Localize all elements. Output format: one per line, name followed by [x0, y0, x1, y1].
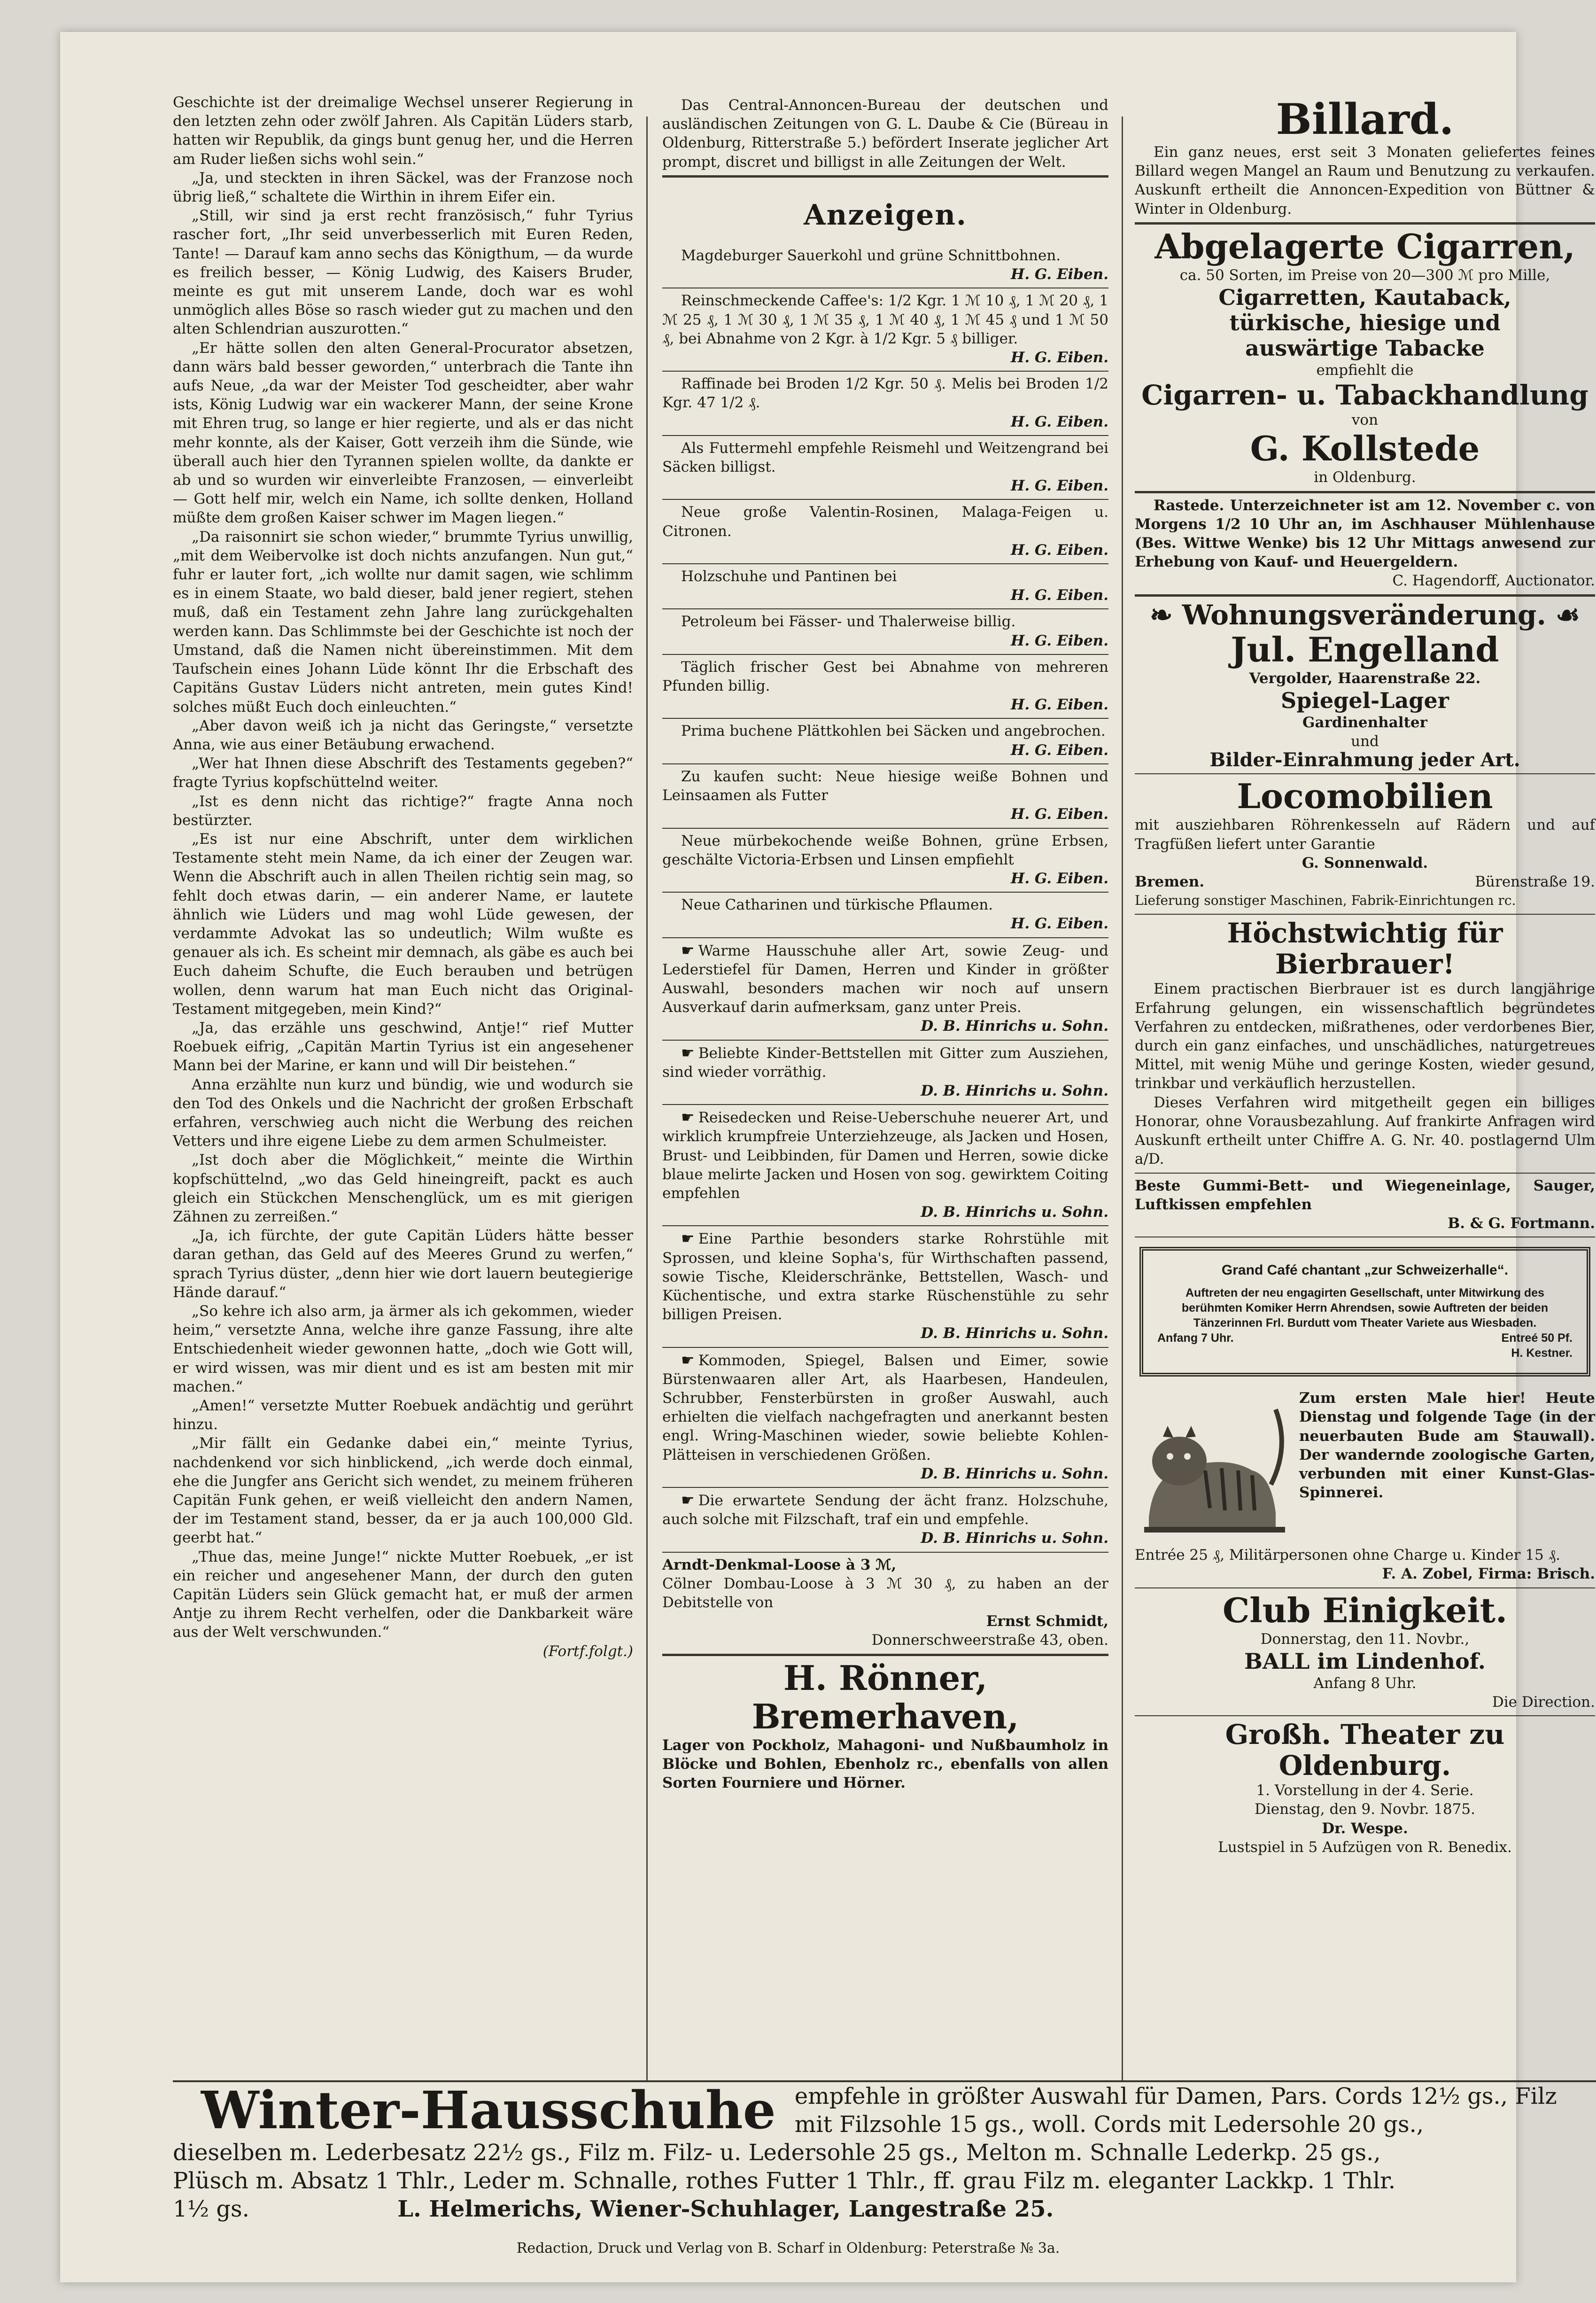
ad-text: [662, 658, 1108, 695]
ad-text: [662, 503, 1108, 540]
cafe-time: Anfang 7 Uhr.: [1157, 1331, 1234, 1345]
classified-ad: [662, 1105, 1108, 1226]
ad-body: Neue Catharinen und türkische Pflaumen.: [681, 896, 993, 914]
ad-signature: H. G. Eiben.: [1011, 915, 1108, 933]
cafe-title: Grand Café chantant „zur Schweizerhalle“.: [1221, 1262, 1509, 1278]
sonnenwald-city: Bremen.: [1135, 873, 1205, 891]
sonnenwald-address: [1135, 872, 1595, 891]
ad-text: [662, 1043, 1108, 1081]
classified-ad: [662, 1226, 1108, 1347]
ad-signature: D. B. Hinrichs u. Sohn.: [921, 1204, 1108, 1221]
ad-text: [662, 1229, 1108, 1324]
ad-text: [662, 1351, 1108, 1464]
theater-line: Lustspiel in 5 Aufzügen von R. Benedix.: [1218, 1838, 1512, 1856]
billard-text: Ein ganz neues, erst seit 3 Monaten geliefertes feines Billard wegen Mangel an Raum und Benutzung zu verkaufen. Auskunft ertheilt die Annoncen-Expedition von Büttner & Winter in Oldenburg.: [1135, 144, 1595, 218]
ad-body: Kommoden, Spiegel, Balsen und Eimer, sowie Bürstenwaaren aller Art, als Haarbesen, Handeulen, Schrubber, Fensterbürsten in großer Auswahl, auch erhielten die vielfach nachgefragten und anerkannt besten engl. Wring-Maschinen wieder, sowie beliebte Kohlen-Plätteisen in verschiedenen Größen.: [662, 1352, 1108, 1463]
classified-ad: [662, 655, 1108, 719]
ad-text: [662, 567, 1108, 586]
lottery-line: Arndt-Denkmal-Loose à 3 ℳ,: [662, 1556, 897, 1573]
locomobilien-text: mit ausziehbaren Röhrenkesseln auf Rädern und auf Tragfüßen liefert unter Garantie: [1135, 817, 1595, 853]
story-paragraph: „Ja, und steckten in ihren Säckel, was der Franzose noch übrig ließ,“ schaltete die Wirthin in ihrem Eifer ein.: [173, 169, 633, 206]
ad-body: Neue mürbekochende weiße Bohnen, grüne Erbsen, geschälte Victoria-Erbsen und Linsen empfiehlt: [662, 832, 1108, 868]
classified-ad: [662, 564, 1108, 609]
ads-column-middle: [662, 93, 1108, 2076]
bierbrauer-text: Dieses Verfahren wird mitgetheilt gegen ein billiges Honorar, ohne Vorausbezahlung. Auf frankirte Anfragen wird Auskunft ertheilt unter Chiffre A. G. Nr. 40. postlagernd Ulm a/D.: [1135, 1094, 1595, 1168]
ad-signature: H. G. Eiben.: [1011, 696, 1108, 714]
pointing-hand-icon: ☛: [681, 1108, 695, 1127]
engelland-name: Jul. Engelland: [1231, 629, 1499, 669]
engelland-line: Gardinenhalter: [1302, 714, 1427, 731]
hausschuhe-line: [173, 2195, 1596, 2223]
hinrichs-ads: [662, 938, 1108, 1553]
ad-signature: H. G. Eiben.: [1011, 413, 1108, 430]
helmerichs-name: L. Helmerichs, Wiener-Schuhlager, Langestraße 25.: [397, 2196, 1054, 2222]
ad-signature: H. G. Eiben.: [1011, 477, 1108, 495]
pointing-hand-icon: ☛: [681, 1229, 695, 1248]
engelland-line: Spiegel-Lager: [1281, 687, 1449, 713]
sonnenwald-name: G. Sonnenwald.: [1302, 854, 1428, 871]
classified-ad: [662, 288, 1108, 372]
lottery-seller: Ernst Schmidt,: [986, 1613, 1108, 1630]
club-ball: BALL im Lindenhof.: [1244, 1648, 1486, 1674]
club-date: Donnerstag, den 11. Novbr.,: [1260, 1630, 1470, 1648]
roenner-text: Lager von Pockholz, Mahagoni- und Nußbaumholz in Blöcke und Bohlen, Ebenholz rc., ebenfalls von allen Sorten Fourniere und Hörner.: [662, 1736, 1108, 1792]
story-paragraph: „Amen!“ versetzte Mutter Roebuek andächtig und gerührt hinzu.: [173, 1397, 633, 1433]
ad-text: [662, 246, 1108, 265]
story-paragraph: „Still, wir sind ja erst recht französisch,“ fuhr Tyrius rascher fort, „Ihr seid unverbesserlich mit Euren Reden, Tante! — Darauf kam anno sechs das Königthum, — da wurde es freilich besser, — König Ludwig, des Kaisers Bruder, meinte es gut mit unserem Lande, doch war es wohl unmöglich alles Böse so rasch wieder gut zu machen und den alten Schlendrian auszurotten.“: [173, 207, 633, 338]
hausschuhe-title: Winter-Hausschuhe: [201, 2080, 776, 2140]
ad-body: Prima buchene Plättkohlen bei Säcken und angebrochen.: [681, 723, 1106, 740]
club-ad: [1135, 1588, 1595, 1717]
story-paragraph: „Aber davon weiß ich ja nicht das Geringste,“ versetzte Anna, wie aus einer Betäubung erwachend.: [173, 717, 633, 753]
ad-body: Beliebte Kinder-Bettstellen mit Gitter zum Ausziehen, sind wieder vorräthig.: [662, 1044, 1108, 1081]
ad-body: Raffinade bei Broden 1/2 Kgr. 50 ₰. Melis bei Broden 1/2 Kgr. 47 1/2 ₰.: [662, 375, 1108, 412]
ad-signature: H. G. Eiben.: [1011, 632, 1108, 649]
ad-signature: H. G. Eiben.: [1011, 806, 1108, 823]
ad-signature: H. G. Eiben.: [1011, 266, 1108, 283]
classified-ad: [662, 893, 1108, 938]
engelland-ad: [1135, 597, 1595, 775]
classified-ad: [662, 436, 1108, 500]
story-paragraph: „Mir fällt ein Gedanke dabei ein,“ meinte Tyrius, nachdenkend vor sich hinblickend, „ich werde doch einmal, ehe die Jungfer ans Gericht sich wendet, zu meinem früheren Capitän Funk gehen, er weiß vielleicht den andern Namen, der im Testament stand, besser, da er ja auch 100,000 Gld. geerbt hat.“: [173, 1435, 633, 1547]
ad-text: [662, 1108, 1108, 1203]
cigarren-title: Abgelagerte Cigarren,: [1154, 226, 1575, 266]
eiben-ads: [662, 243, 1108, 938]
cafe-owner: H. Kestner.: [1511, 1346, 1573, 1360]
fortmann-text: Beste Gummi-Bett- und Wiegeneinlage, Sauger, Luftkissen empfehlen: [1135, 1177, 1595, 1213]
theater-ad: [1135, 1716, 1595, 1860]
cafe-text: Auftreten der neu engagirten Gesellschaft, unter Mitwirkung des berühmten Komiker Herrn Ahrendsen, sowie Auftreten der beiden Tänzerinnen Frl. Burdutt vom Theater Variete aus Wiesbaden.: [1181, 1286, 1549, 1330]
club-signature: Die Direction.: [1492, 1693, 1595, 1711]
story-paragraph: „Es ist nur eine Abschrift, unter dem wirklichen Testamente steht mein Name, da ich einer der Zeugen war. Wenn die Abschrift auch in allen Theilen richtig sein mag, so fehlt doch etwas darin, — ein anderer Name, er lautete ähnlich wie Lüders und mag wohl Lüde gewesen, der verdammte Advokat las so undeutlich; Wilm wußte es genauer als ich. Es scheint mir demnach, als gäbe es auch bei Euch daheim Schufte, die Euch berauben und betrügen wollen, denn warum hat man Euch nicht das Original-Testament mitgegeben, mein Kind?“: [173, 830, 633, 1018]
hausschuhe-line: empfehle in größter Auswahl für Damen, Pars. Cords 12½ gs., Filz mit Filzsohle 15 gs., woll. Cords mit Ledersohle 20 gs.,: [794, 2083, 1557, 2138]
hausschuhe-price: 1½ gs.: [173, 2196, 249, 2222]
kollstede-name: G. Kollstede: [1250, 428, 1480, 469]
classified-ad: [662, 719, 1108, 764]
ad-body: Täglich frischer Gest bei Abnahme von mehreren Pfunden billig.: [662, 658, 1108, 695]
classified-ad: [662, 500, 1108, 564]
classified-ad: [662, 829, 1108, 893]
billard-title: Billard.: [1276, 94, 1454, 144]
story-paragraph: Anna erzählte nun kurz und bündig, wie und wodurch sie den Tod des Onkels und die Nachricht der großen Erbschaft erfahren, verschwieg auch nicht die Werbung des reichen Vetters und ihre eigene Liebe zu dem armen Schulmeister.: [173, 1076, 633, 1150]
story-paragraph: „Ist doch aber die Möglichkeit,“ meinte die Wirthin kopfschüttelnd, „wo das Geld hineingreift, packt es auch gleich ein Stückchen Menschenglück, um es mit gierigen Zähnen zu zerreißen.“: [173, 1152, 633, 1225]
ad-signature: D. B. Hinrichs u. Sohn.: [921, 1530, 1108, 1547]
zoo-entree: Entrée 25 ₰, Militärpersonen ohne Charge u. Kinder 15 ₰.: [1135, 1547, 1560, 1564]
story-paragraph: „Wer hat Ihnen diese Abschrift des Testaments gegeben?“ fragte Tyrius kopfschüttelnd weiter.: [173, 755, 633, 791]
lottery-ad: [662, 1553, 1108, 1656]
ad-text: [662, 895, 1108, 914]
ad-signature: D. B. Hinrichs u. Sohn.: [921, 1325, 1108, 1342]
ads-column-right: [1135, 93, 1595, 2076]
engelland-line: Vergolder, Haarenstraße 22.: [1249, 669, 1481, 687]
ad-text: [662, 722, 1108, 740]
ad-body: Neue große Valentin-Rosinen, Malaga-Feigen u. Citronen.: [662, 504, 1108, 540]
column-divider: [646, 117, 648, 2080]
ad-signature: H. G. Eiben.: [1011, 541, 1108, 559]
ad-text: [662, 291, 1108, 348]
to-be-continued: (Fortf.folgt.): [542, 1642, 633, 1660]
lottery-line: Cölner Dombau-Loose à 3 ℳ 30 ₰, zu haben an der Debitstelle von: [662, 1575, 1108, 1611]
theater-title: Großh. Theater zu Oldenburg.: [1225, 1719, 1505, 1782]
story-column: [173, 93, 633, 2076]
cigarren-line: ca. 50 Sorten, im Preise von 20—300 ℳ pro Mille,: [1179, 266, 1550, 284]
ad-body: Die erwartete Sendung der ächt franz. Holzschuhe, auch solche mit Filzschaft, traf ein und empfehle.: [662, 1492, 1108, 1528]
classified-ad: [662, 764, 1108, 829]
auction-ad: [1135, 493, 1595, 597]
story-paragraph: „Ja, ich fürchte, der gute Capitän Lüders hätte besser daran gethan, das Geld auf des Meeres Grund zu werfen,“ sprach Tyrius düster, „denn hier wie dort lauern beutegierige Hände darauf.“: [173, 1227, 633, 1301]
moving-title: Wohnungsveränderung.: [1182, 599, 1546, 631]
ad-text: [662, 612, 1108, 631]
ad-body: Warme Hausschuhe aller Art, sowie Zeug- und Lederstiefel für Damen, Herren und Kinder in größter Auswahl, besonders machen wir noch auf unsern Ausverkauf darin aufmerksam, ganz unter Preis.: [662, 942, 1108, 1016]
story-paragraph: „So kehre ich also arm, ja ärmer als ich gekommen, wieder heim,“ versetzte Anna, welche ihre ganze Fassung, ihre alte Entschiedenheit wieder gewonnen hatte, „doch wie Gott will, er wird wissen, was mir dient und es ist am besten mit mir machen.“: [173, 1303, 633, 1395]
club-title: Club Einigkeit.: [1222, 1590, 1508, 1630]
bierbrauer-ad: [1135, 915, 1595, 1173]
hausschuhe-line: Plüsch m. Absatz 1 Thlr., Leder m. Schnalle, rothes Futter 1 Thlr., ff. grau Filz m. eleganter Lackkp. 1 Thlr.: [173, 2168, 1396, 2194]
locomobilien-title: Locomobilien: [1237, 776, 1493, 817]
roenner-ad: [662, 1656, 1108, 1797]
bierbrauer-text: Einem practischen Bierbrauer ist es durch langjährige Erfahrung gelungen, ein wissenschaftlich begründetes Verfahren zu entdecken, mißrathenes, oder verdorbenes Bier, durch ein ganz einfaches, und unschädliches, naturgetreues Mittel, mit wenig Mühe und geringe Kosten, wieder gesund, trinkbar und verkäuflich herzustellen.: [1135, 980, 1595, 1092]
ad-signature: H. G. Eiben.: [1011, 349, 1108, 366]
billard-ad: [1135, 93, 1595, 225]
auction-signature: C. Hagendorff, Auctionator.: [1392, 572, 1595, 590]
cigarren-line: Cigarren- u. Tabackhandlung: [1141, 379, 1588, 412]
pointing-hand-icon: ☛: [681, 1351, 695, 1369]
ad-body: Eine Parthie besonders starke Rohrstühle mit Sprossen, und kleine Sopha's, für Wirthschaften passend, sowie Tische, Kleiderschränke, Bettstellen, Wasch- und Küchentische, und extra starke Rüschenstühle zu sehr billigen Preisen.: [662, 1230, 1108, 1323]
ads-heading: Anzeigen.: [804, 198, 967, 232]
ad-body: Reinschmeckende Caffee's: 1/2 Kgr. 1 ℳ 10 ₰, 1 ℳ 20 ₰, 1 ℳ 25 ₰, 1 ℳ 30 ₰, 1 ℳ 35 ₰, 1 ℳ 40 ₰, 1 ℳ 45 ₰ und 1 ℳ 50 ₰, bei Abnahme von 2 Kgr. à 1/2 Kgr. 5 ₰ billiger.: [662, 292, 1108, 347]
newspaper-page: [60, 32, 1595, 2282]
story-paragraph: „Da raisonnirt sie schon wieder,“ brummte Tyrius unwillig, „mit dem Weibervolke ist doch nichts anzufangen. Nun gut,“ fuhr er lauter fort, „ich wollte nur damit sagen, wie schlimm es in einem Staate, wo bald dieser, bald jener regiert, stehen muß, daß ein Testament zehn Jahre lang zurückgehalten werden kann. Das Schlimmste bei der Geschichte ist noch der Umstand, daß die Namen nicht übereinstimmen. Mit dem Taufschein eines Johann Lüde könnt Ihr die Erbschaft des Capitäns Gustav Lüders nicht antreten, mein gutes Kind! solches müßt Euch doch einleuchten.“: [173, 528, 633, 716]
classified-ad: [662, 372, 1108, 436]
ad-signature: H. G. Eiben.: [1011, 741, 1108, 759]
zoo-ad: [1135, 1386, 1595, 1588]
ad-signature: D. B. Hinrichs u. Sohn.: [921, 1082, 1108, 1099]
ad-text: [662, 832, 1108, 869]
winter-hausschuhe-ad: [173, 2080, 1596, 2261]
classified-ad: [662, 1348, 1108, 1488]
pointing-hand-icon: ☛: [681, 1491, 695, 1509]
story-paragraph: „Ist es denn nicht das richtige?“ fragte Anna noch bestürzter.: [173, 793, 633, 829]
ad-signature: D. B. Hinrichs u. Sohn.: [921, 1465, 1108, 1482]
classified-ad: [662, 243, 1108, 288]
column-divider: [1122, 117, 1123, 2080]
zoo-text: Zum ersten Male hier! Heute Dienstag und folgende Tage (in der neuerbauten Bude am Stauwall). Der wandernde zoologische Garten, verbunden mit einer Kunst-Glas-Spinnerei.: [1299, 1390, 1595, 1502]
bierbrauer-title: Höchstwichtig für Bierbrauer!: [1227, 917, 1503, 980]
ad-text: [662, 767, 1108, 805]
cafe-footer: [1157, 1330, 1573, 1346]
zoo-signature: F. A. Zobel, Firma: Brisch.: [1382, 1565, 1595, 1583]
classified-ad: [662, 609, 1108, 654]
club-time: Anfang 8 Uhr.: [1313, 1674, 1417, 1692]
ad-body: Als Futtermehl empfehle Reismehl und Weitzengrand bei Säcken billigst.: [662, 439, 1108, 476]
ad-body: Zu kaufen sucht: Neue hiesige weiße Bohnen und Leinsaamen als Futter: [662, 768, 1108, 804]
story-paragraph: „Er hätte sollen den alten General-Procurator absetzen, dann wärs bald besser geworden,“ unterbrach die Tante ihn aufs Neue, „da war der Meister Tod gescheidter, aber wahr ists, König Ludwig war ein wackerer Mann, der seine Krone mit Ehren trug, so lange er hier regierte, und als er das nicht mehr konnte, als der Kaiser, Gott verzeih ihm die Sünde, wie überall auch hier den Tyrannen spielen wollte, da dankte er ab und so wurden wir einverleibte Franzosen, — einverleibt — Gott helf mir, welch ein Name, ich sollte denken, Holland müßte dem großen Kaiser schwer im Magen liegen.“: [173, 339, 633, 527]
hausschuhe-line: dieselben m. Lederbesatz 22½ gs., Filz m. Filz- u. Ledersohle 25 gs., Melton m. Schnalle Lederkp. 25 gs.,: [173, 2140, 1381, 2166]
imprint-footer: Redaction, Druck und Verlag von B. Scharf in Oldenburg: Peterstraße № 3a.: [516, 2240, 1060, 2256]
eagle-ornament-icon: ☙: [1556, 599, 1580, 631]
moving-notice-title: [1135, 599, 1595, 630]
classified-ad: [662, 938, 1108, 1041]
engelland-line: und: [1351, 733, 1379, 750]
cigarren-line: auswärtige Tabacke: [1245, 335, 1485, 361]
roenner-city: Bremerhaven,: [752, 1696, 1019, 1736]
theater-line: Dienstag, den 9. Novbr. 1875.: [1255, 1801, 1475, 1818]
roenner-name: H. Rönner,: [783, 1657, 988, 1698]
ad-body: Magdeburger Sauerkohl und grüne Schnittbohnen.: [681, 247, 1061, 265]
fortmann-signature: B. & G. Fortmann.: [1448, 1214, 1595, 1232]
eagle-ornament-icon: ❧: [1149, 599, 1173, 631]
cigarren-line: empfiehlt die: [1316, 362, 1414, 379]
ad-body: Reisedecken und Reise-Ueberschuhe neuerer Art, und wirklich krumpfreie Unterziehzeuge, als Jacken und Hosen, Brust- und Leibbinden, für Damen und Herren, sowie dicke blaue melirte Jacken und Hosen von sog. gewirktem Coiting empfehlen: [662, 1109, 1108, 1202]
kollstede-city: in Oldenburg.: [1314, 469, 1416, 486]
cigarren-line: Cigarretten, Kautaback,: [1218, 285, 1511, 311]
lottery-address: Donnerschweerstraße 43, oben.: [871, 1632, 1108, 1649]
locomobilien-ad: [1135, 774, 1595, 915]
story-paragraph: Geschichte ist der dreimalige Wechsel unserer Regierung in den letzten zehn oder zwölf Jahren. Als Capitän Lüders starb, hatten wir Republik, da gings bunt genug her, und die Herren am Ruder ließen sichs wohl sein.“: [173, 94, 633, 168]
theater-line: 1. Vorstellung in der 4. Serie.: [1256, 1782, 1474, 1799]
cigarren-ad: [1135, 225, 1595, 493]
pointing-hand-icon: ☛: [681, 941, 695, 959]
cigarren-line: türkische, hiesige und: [1229, 310, 1501, 336]
ad-text: [662, 1491, 1108, 1529]
ad-signature: H. G. Eiben.: [1011, 870, 1108, 887]
ad-signature: H. G. Eiben.: [1011, 587, 1108, 604]
sonnenwald-street: Bürenstraße 19.: [1475, 873, 1595, 891]
fortmann-ad: [1135, 1174, 1595, 1238]
theater-play: Dr. Wespe.: [1322, 1820, 1408, 1837]
classified-ad: [662, 1488, 1108, 1553]
cafe-ad-frame: [1139, 1247, 1590, 1377]
story-paragraph: „Ja, das erzähle uns geschwind, Antje!“ rief Mutter Roebuek eifrig, „Capitän Martin Tyrius ist ein angesehener Mann bei der Marine, er kann und will Dir beistehen.“: [173, 1019, 633, 1074]
cigarren-line: von: [1351, 412, 1379, 429]
auction-text: Rastede. Unterzeichneter ist am 12. November c. von Morgens 1/2 10 Uhr an, im Aschhauser Mühlenhause (Bes. Wittwe Wenke) bis 12 Uhr Mittags anwesend zur Erhebung von Kauf- und Heuergeldern.: [1135, 497, 1595, 571]
ad-text: [662, 941, 1108, 1017]
ad-body: Petroleum bei Fässer- und Thalerweise billig.: [681, 613, 1016, 630]
annoncen-bureau-notice: Das Central-Annoncen-Bureau der deutschen und ausländischen Zeitungen von G. L. Daube & Cie (Büreau in Oldenburg, Ritterstraße 5.) befördert Inserate jeglicher Art prompt, discret und billigst in alle Zeitungen der Welt.: [662, 93, 1108, 178]
classified-ad: [662, 1041, 1108, 1105]
engelland-line: Bilder-Einrahmung jeder Art.: [1209, 749, 1520, 771]
ad-signature: D. B. Hinrichs u. Sohn.: [921, 1018, 1108, 1035]
tiger-illustration-icon: [1135, 1391, 1290, 1541]
ad-body: Holzschuhe und Pantinen bei: [681, 568, 897, 585]
story-paragraph: „Thue das, meine Junge!“ nickte Mutter Roebuek, „er ist ein reicher und angesehener Mann, der durch den guten Capitän Lüders sein Glück gemacht hat, er muß der armen Antje zu ihrem Recht verhelfen, oder die Dankbarkeit wäre aus der Welt verschwunden.“: [173, 1548, 633, 1641]
ad-text: [662, 374, 1108, 412]
ad-text: [662, 439, 1108, 476]
locomobilien-extra: Lieferung sonstiger Maschinen, Fabrik-Einrichtungen rc.: [1135, 893, 1516, 909]
pointing-hand-icon: ☛: [681, 1043, 695, 1062]
cafe-entree: Entreé 50 Pf.: [1501, 1331, 1573, 1345]
